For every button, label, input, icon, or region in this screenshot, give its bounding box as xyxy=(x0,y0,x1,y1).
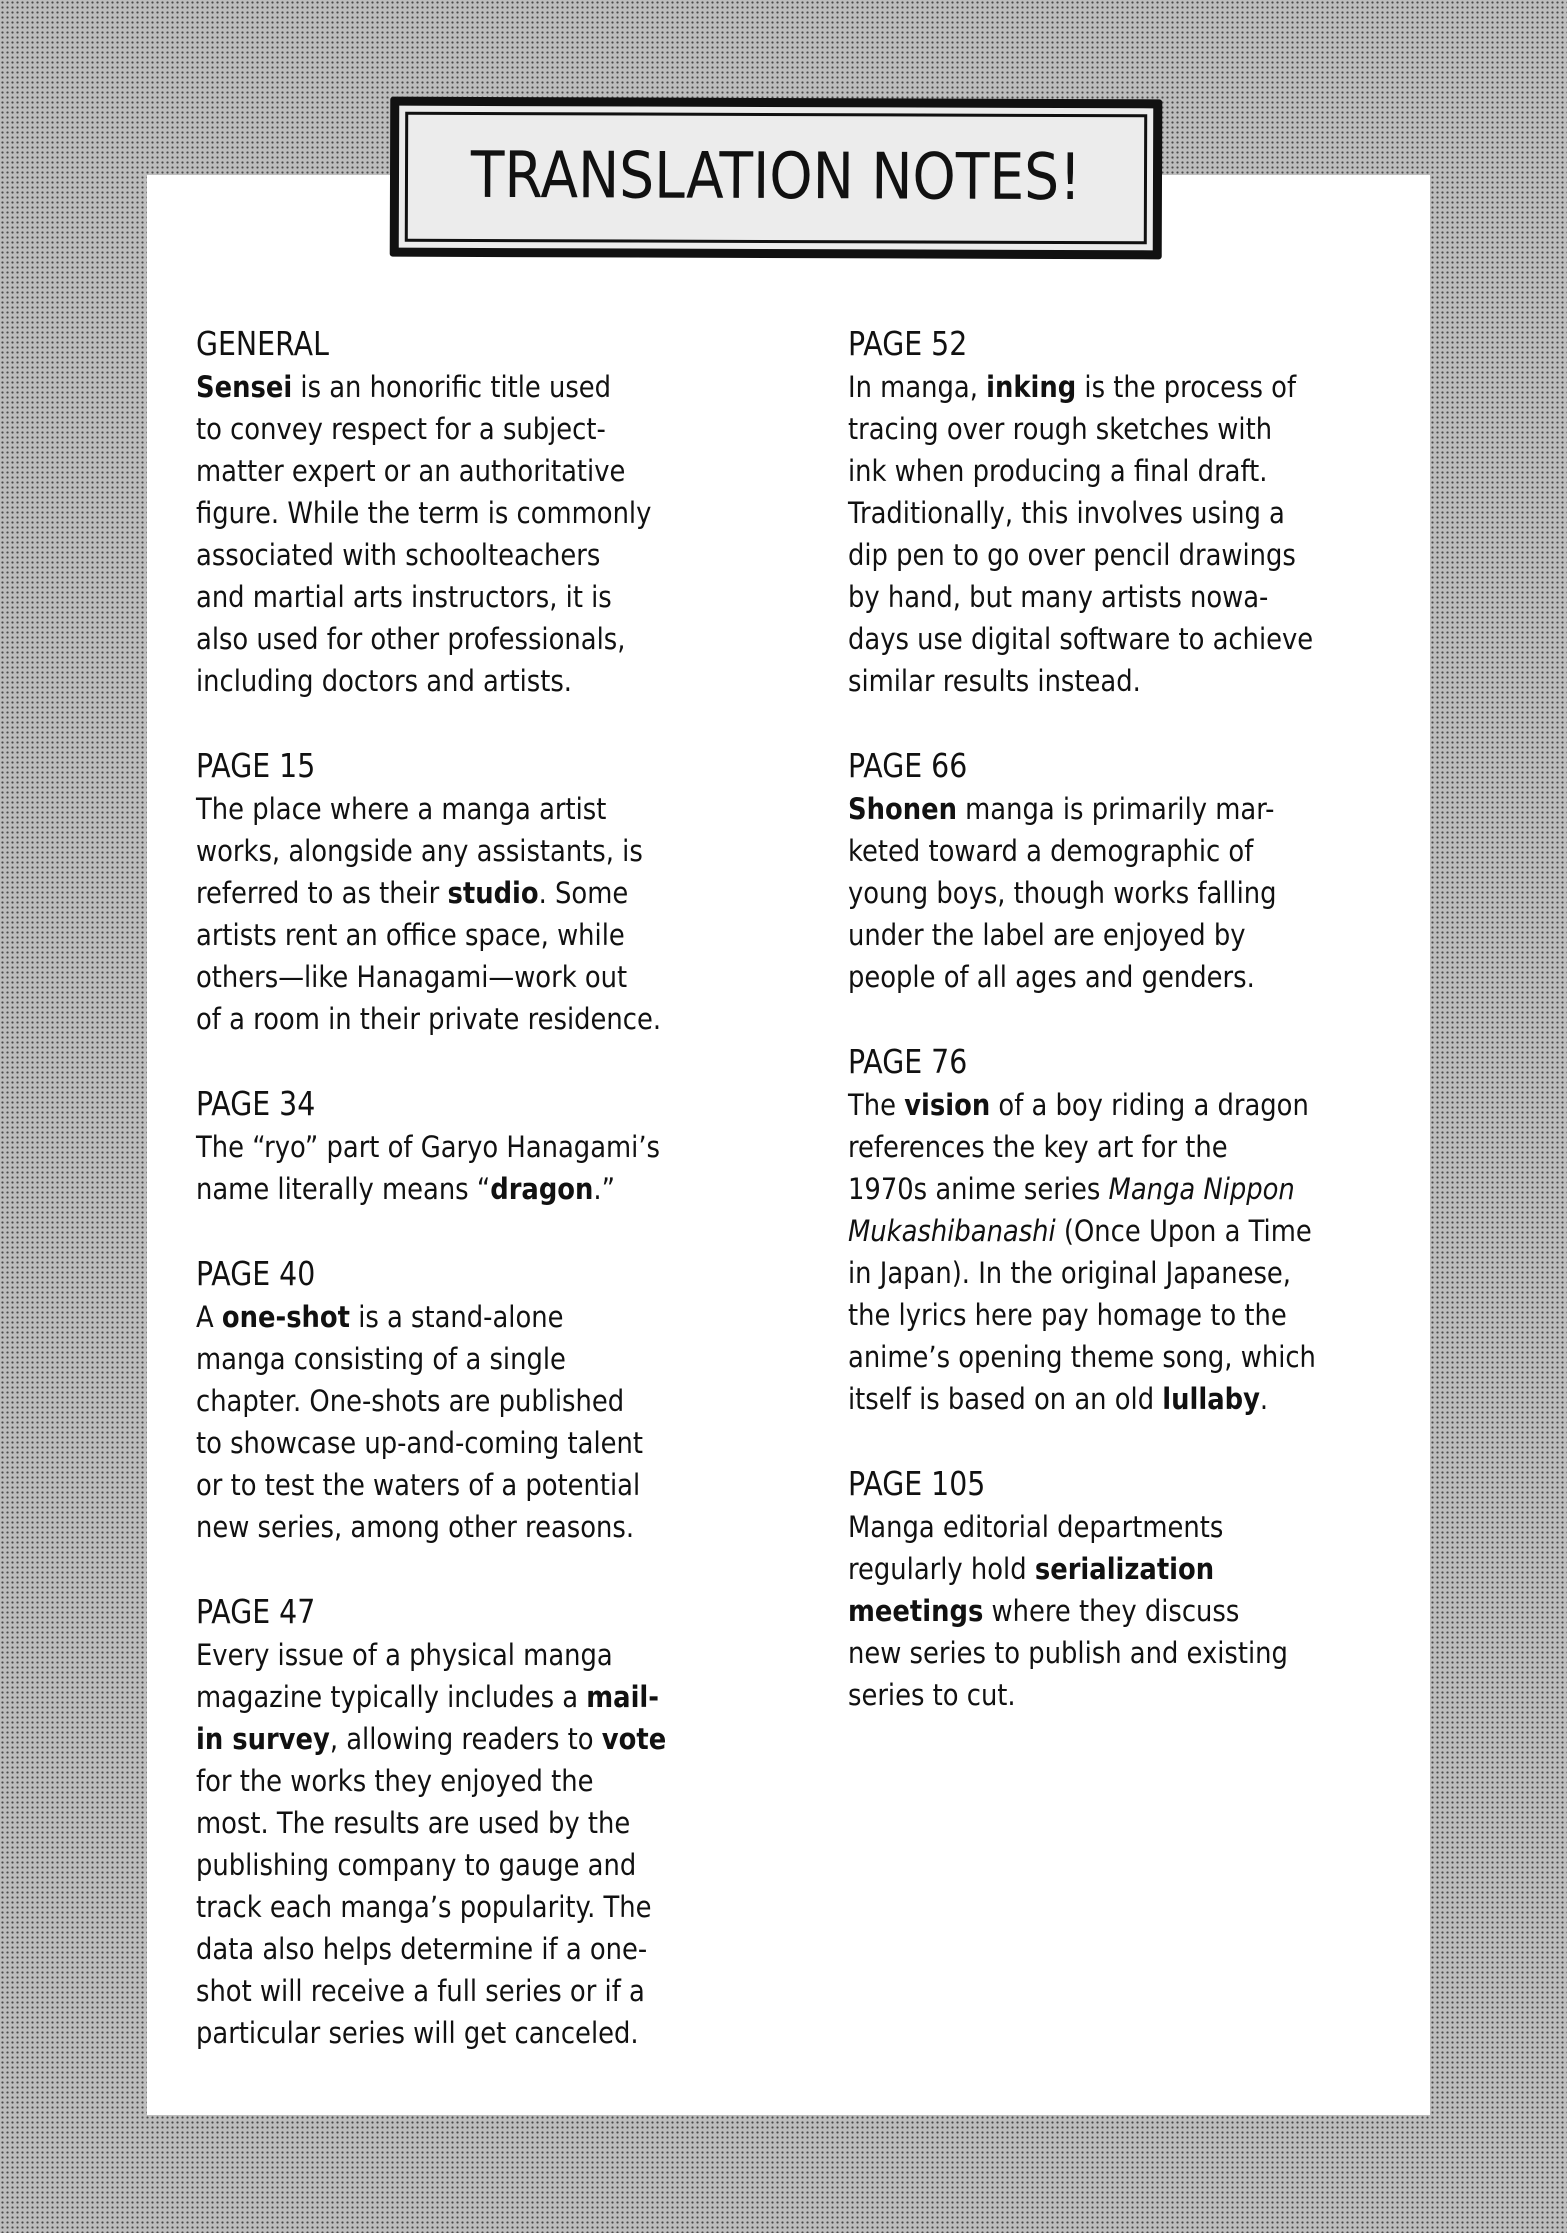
right-column xyxy=(848,322,1408,1758)
section-heading: GENERAL xyxy=(196,324,329,363)
text-line xyxy=(848,1168,1418,1210)
text-run: works, alongside any assistants, is xyxy=(196,834,643,868)
text-line xyxy=(196,956,766,998)
text-line xyxy=(196,660,766,702)
text-run: of a boy riding a dragon xyxy=(990,1088,1309,1122)
text-run: (Once Upon a Time xyxy=(1055,1214,1312,1248)
text-run: most. The results are used by the xyxy=(196,1806,631,1840)
text-line xyxy=(196,366,766,408)
text-run: . xyxy=(1259,1382,1269,1416)
text-line xyxy=(196,408,766,450)
text-run: associated with schoolteachers xyxy=(196,538,601,572)
text-run: name literally means “ xyxy=(196,1172,491,1206)
text-run: figure. While the term is commonly xyxy=(196,496,652,530)
text-run: or to test the waters of a potential xyxy=(196,1468,641,1502)
text-line xyxy=(848,1506,1418,1548)
text-line xyxy=(196,1928,766,1970)
text-line xyxy=(196,1506,766,1548)
text-line xyxy=(196,1338,766,1380)
note-section xyxy=(848,1040,1408,1420)
note-section xyxy=(848,744,1408,998)
section-heading: PAGE 15 xyxy=(196,746,316,785)
text-run: keted toward a demographic of xyxy=(848,834,1254,868)
section-heading: PAGE 40 xyxy=(196,1254,316,1293)
section-body xyxy=(196,1296,766,1548)
section-body xyxy=(848,1506,1418,1716)
text-run: to showcase up-and-coming talent xyxy=(196,1426,643,1460)
section-heading: PAGE 66 xyxy=(848,746,968,785)
bold-term: mail- xyxy=(586,1680,660,1714)
text-run: references the key art for the xyxy=(848,1130,1228,1164)
text-line xyxy=(848,534,1418,576)
text-run: artists rent an office space, while xyxy=(196,918,625,952)
bold-term: vote xyxy=(601,1722,667,1756)
section-heading: PAGE 34 xyxy=(196,1084,316,1123)
text-line xyxy=(196,1634,766,1676)
text-line xyxy=(196,1464,766,1506)
note-section xyxy=(196,322,756,702)
bold-term: serialization xyxy=(1034,1552,1215,1586)
text-run: Traditionally, this involves using a xyxy=(848,496,1285,530)
text-run: similar results instead. xyxy=(848,664,1141,698)
text-line xyxy=(848,872,1418,914)
text-line xyxy=(196,1126,766,1168)
bold-term: Shonen xyxy=(848,792,957,826)
text-run: .” xyxy=(593,1172,616,1206)
text-line xyxy=(848,408,1418,450)
text-line xyxy=(196,450,766,492)
text-run: manga is primarily mar- xyxy=(956,792,1275,826)
text-line xyxy=(196,492,766,534)
text-line xyxy=(848,1632,1418,1674)
text-line xyxy=(848,1126,1418,1168)
text-line xyxy=(196,1970,766,2012)
text-run: regularly hold xyxy=(848,1552,1035,1586)
text-run: shot will receive a full series or if a xyxy=(196,1974,645,2008)
bold-term: lullaby xyxy=(1162,1382,1260,1416)
text-run: days use digital software to achieve xyxy=(848,622,1314,656)
bold-term: Sensei xyxy=(196,370,293,404)
text-run: young boys, though works falling xyxy=(848,876,1277,910)
text-line xyxy=(848,492,1418,534)
text-run: in Japan). In the original Japanese, xyxy=(848,1256,1292,1290)
text-run: Every issue of a physical manga xyxy=(196,1638,613,1672)
text-run: others—like Hanagami—work out xyxy=(196,960,628,994)
text-line xyxy=(848,366,1418,408)
text-line xyxy=(196,1296,766,1338)
section-body xyxy=(196,1126,766,1210)
text-line xyxy=(196,1760,766,1802)
note-section xyxy=(196,1252,756,1548)
text-run: particular series will get canceled. xyxy=(196,2016,639,2050)
text-line xyxy=(848,1378,1418,1420)
italic-title: Mukashibanashi xyxy=(848,1214,1056,1248)
section-heading: PAGE 105 xyxy=(848,1464,986,1503)
text-run: matter expert or an authoritative xyxy=(196,454,626,488)
section-body xyxy=(848,1084,1418,1420)
text-line xyxy=(848,788,1418,830)
bold-term: vision xyxy=(904,1088,991,1122)
text-line xyxy=(848,576,1418,618)
text-line xyxy=(196,872,766,914)
text-run: magazine typically includes a xyxy=(196,1680,587,1714)
note-section xyxy=(848,322,1408,702)
text-line xyxy=(848,1548,1418,1590)
text-run: to convey respect for a subject- xyxy=(196,412,606,446)
section-heading: PAGE 47 xyxy=(196,1592,316,1631)
text-line xyxy=(848,1336,1418,1378)
text-line xyxy=(848,1294,1418,1336)
text-run: of a room in their private residence. xyxy=(196,1002,662,1036)
text-line xyxy=(196,1886,766,1928)
text-run: chapter. One-shots are published xyxy=(196,1384,625,1418)
text-run: series to cut. xyxy=(848,1678,1016,1712)
text-line xyxy=(196,830,766,872)
text-line xyxy=(196,618,766,660)
text-run: including doctors and artists. xyxy=(196,664,572,698)
text-line xyxy=(196,576,766,618)
bold-term: meetings xyxy=(848,1594,984,1628)
text-run: new series to publish and existing xyxy=(848,1636,1288,1670)
text-run: Manga editorial departments xyxy=(848,1510,1224,1544)
text-run: for the works they enjoyed the xyxy=(196,1764,594,1798)
text-run: . Some xyxy=(538,876,629,910)
bold-term: one-shot xyxy=(221,1300,350,1334)
text-run: and martial arts instructors, it is xyxy=(196,580,612,614)
text-line xyxy=(196,1380,766,1422)
text-run: under the label are enjoyed by xyxy=(848,918,1246,952)
text-run: dip pen to go over pencil drawings xyxy=(848,538,1296,572)
text-run: publishing company to gauge and xyxy=(196,1848,637,1882)
text-run: referred to as their xyxy=(196,876,448,910)
bold-term: studio xyxy=(447,876,539,910)
text-run: itself is based on an old xyxy=(848,1382,1163,1416)
section-body xyxy=(196,366,766,702)
text-run: the lyrics here pay homage to the xyxy=(848,1298,1287,1332)
text-run: manga consisting of a single xyxy=(196,1342,566,1376)
text-line xyxy=(196,1422,766,1464)
text-line xyxy=(848,1674,1418,1716)
text-line xyxy=(848,450,1418,492)
text-line xyxy=(848,830,1418,872)
section-heading: PAGE 52 xyxy=(848,324,968,363)
bold-term: inking xyxy=(986,370,1077,404)
section-heading: PAGE 76 xyxy=(848,1042,968,1081)
text-line xyxy=(848,1590,1418,1632)
text-run: data also helps determine if a one- xyxy=(196,1932,648,1966)
text-line xyxy=(196,914,766,956)
section-body xyxy=(848,366,1418,702)
text-run: anime’s opening theme song, which xyxy=(848,1340,1316,1374)
text-line xyxy=(196,998,766,1040)
section-body xyxy=(848,788,1418,998)
text-line xyxy=(848,1084,1418,1126)
note-section xyxy=(196,1082,756,1210)
text-run: is an honorific title used xyxy=(292,370,612,404)
text-line xyxy=(848,1210,1418,1252)
text-line xyxy=(196,534,766,576)
text-run: tracing over rough sketches with xyxy=(848,412,1273,446)
text-run: 1970s anime series xyxy=(848,1172,1109,1206)
text-run: The xyxy=(848,1088,905,1122)
text-line xyxy=(196,1676,766,1718)
text-run: track each manga’s popularity. The xyxy=(196,1890,652,1924)
text-run: A xyxy=(196,1300,222,1334)
bold-term: dragon xyxy=(490,1172,594,1206)
section-body xyxy=(196,1634,766,2054)
text-run: new series, among other reasons. xyxy=(196,1510,635,1544)
text-run: by hand, but many artists nowa- xyxy=(848,580,1269,614)
text-line xyxy=(196,788,766,830)
text-run: , allowing readers to xyxy=(329,1722,602,1756)
section-body xyxy=(196,788,766,1040)
text-line xyxy=(848,956,1418,998)
text-run: The “ryo” part of Garyo Hanagami’s xyxy=(196,1130,660,1164)
title-box xyxy=(390,97,1163,260)
text-line xyxy=(196,1844,766,1886)
text-run: also used for other professionals, xyxy=(196,622,626,656)
bold-term: in survey xyxy=(196,1722,330,1756)
text-line xyxy=(848,660,1418,702)
text-run: ink when producing a final draft. xyxy=(848,454,1268,488)
note-section xyxy=(196,744,756,1040)
page-title: TRANSLATION NOTES! xyxy=(470,138,1082,216)
text-run: is a stand-alone xyxy=(349,1300,564,1334)
text-run: The place where a manga artist xyxy=(196,792,607,826)
text-line xyxy=(196,2012,766,2054)
text-line xyxy=(848,914,1418,956)
text-run: is the process of xyxy=(1076,370,1297,404)
text-run: where they discuss xyxy=(983,1594,1240,1628)
text-line xyxy=(196,1802,766,1844)
italic-title: Manga Nippon xyxy=(1108,1172,1295,1206)
text-line xyxy=(848,618,1418,660)
note-section xyxy=(196,1590,756,2054)
text-line xyxy=(196,1168,766,1210)
text-run: In manga, xyxy=(848,370,987,404)
text-line xyxy=(196,1718,766,1760)
text-run: people of all ages and genders. xyxy=(848,960,1255,994)
left-column xyxy=(196,322,756,2096)
note-section xyxy=(848,1462,1408,1716)
text-line xyxy=(848,1252,1418,1294)
